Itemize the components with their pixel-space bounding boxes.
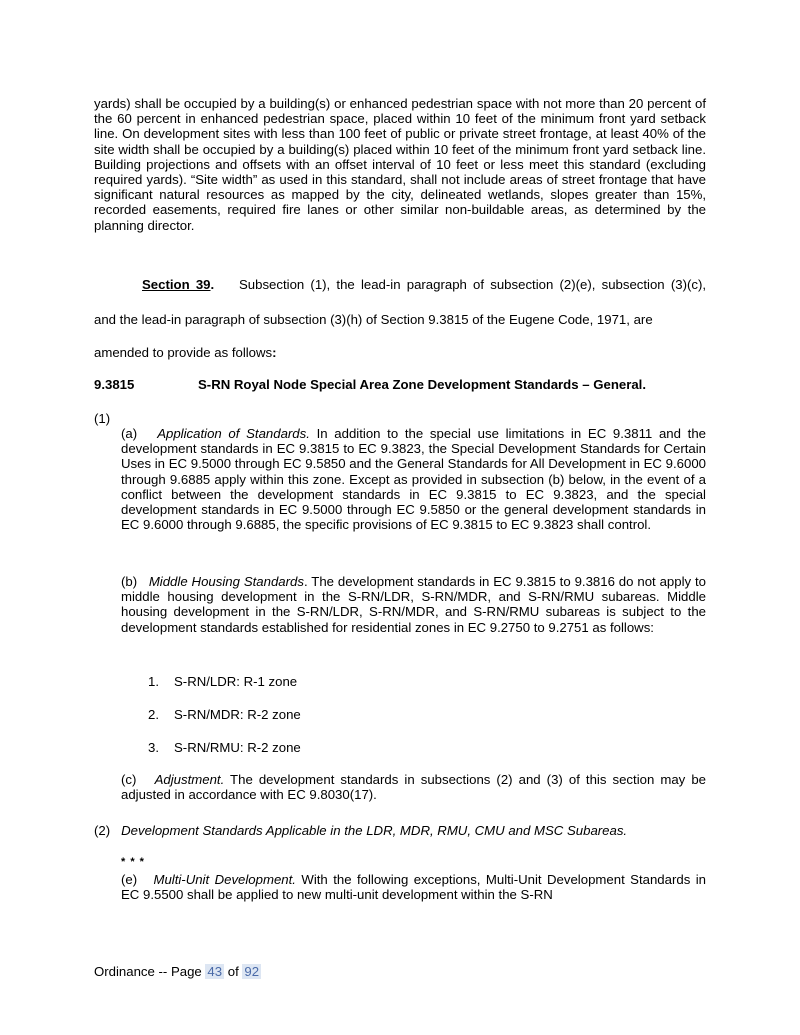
subsection-1c-text: The development standards in subsections (2) and (3) of this section may be adjusted in accordance with EC 9.8030(17). xyxy=(121,772,706,803)
section-lead-line-2 xyxy=(94,312,706,327)
list-item-text: S-RN/RMU: R-2 zone xyxy=(174,740,301,755)
list-item-number: 2. xyxy=(148,707,159,722)
list-item xyxy=(148,707,301,722)
section-lead-colon: : xyxy=(272,345,277,360)
list-item-number: 3. xyxy=(148,740,159,755)
section-lead-line-3 xyxy=(94,345,706,360)
section-lead-text-2: and the lead-in paragraph of subsection (3)(h) of Section 9.3815 of the Eugene Code, 1971, are xyxy=(94,312,653,327)
continuation-paragraph: yards) shall be occupied by a building(s) or enhanced pedestrian space with not more than 20 percent of the 60 percent in enhanced pedestrian space, placed within 10 feet of the minimum front yard setback line. On development sites with less than 100 feet of public or private street frontage, at least 40% of the site width shall be occupied by a building(s) placed within 10 feet of the minimum front yard setback line. Building projections and offsets with an offset interval of 10 feet or less meet this standard (excluding required yards). “Site width” as used in this standard, shall not include areas of street frontage that have significant natural resources as mapped by the city, delineated wetlands, slopes greater than 15%, recorded easements, required fire lanes or other similar non-buildable areas, as determined by the planning director. xyxy=(94,96,706,233)
list-item xyxy=(148,674,297,689)
section-label-period: . xyxy=(210,277,215,292)
section-lead-text-1: Subsection (1), the lead-in paragraph of subsection (2)(e), subsection (3)(c), xyxy=(238,277,707,292)
section-label: Section 39 xyxy=(142,277,211,292)
subsection-2-heading xyxy=(94,823,706,838)
subsection-1c-title: Adjustment. xyxy=(154,772,225,787)
subsection-2-title: Development Standards Applicable in the LDR, MDR, RMU, CMU and MSC Subareas. xyxy=(121,823,628,838)
list-item-text: S-RN/LDR: R-1 zone xyxy=(174,674,298,689)
subsection-1b-label: (b) xyxy=(121,574,138,589)
footer-of: of xyxy=(224,964,243,979)
subsection-1a xyxy=(121,426,706,532)
subsection-1a-label: (a) xyxy=(121,426,138,441)
subsection-2-label: (2) xyxy=(94,823,111,838)
omission-marker: * * * xyxy=(121,856,145,868)
page-footer xyxy=(94,964,261,979)
code-heading-title: S-RN Royal Node Special Area Zone Development Standards – General. xyxy=(198,377,647,392)
section-lead-text-3: amended to provide as follows xyxy=(94,345,273,360)
code-heading-number: 9.3815 xyxy=(94,377,135,392)
subsection-1b-text: . The development standards in EC 9.3815 to 9.3816 do not apply to middle housing development in the S-RN/LDR, S-RN/MDR, and S-RN/RMU subareas. Middle housing development in the S-RN/LDR, S-RN/MDR, and S-RN/RMU subareas is subject to the development standards established for residential zones in EC 9.2750 to 9.2751 as follows: xyxy=(121,574,706,635)
list-item-number: 1. xyxy=(148,674,159,689)
subsection-2e xyxy=(121,872,706,902)
subsection-1a-text: In addition to the special use limitations in EC 9.3811 and the development standards in EC 9.3815 to EC 9.3823, the Special Development Standards for Certain Uses in EC 9.5000 through EC 9.5850 and the General Standards for All Development in EC 9.6000 through 9.6885 apply within this zone. Except as provided in subsection (b) below, in the event of a conflict between the development standards in EC 9.3815 to EC 9.3823, and the special development standards in EC 9.5000 through EC 9.5850 or the general development standards in EC 9.6000 through 9.6885, the specific provisions of EC 9.3815 to EC 9.3823 shall control. xyxy=(121,426,706,533)
subsection-1c-label: (c) xyxy=(121,772,137,787)
list-item-text: S-RN/MDR: R-2 zone xyxy=(174,707,301,722)
subsection-1b-title: Middle Housing Standards xyxy=(148,574,304,589)
section-lead-line-1 xyxy=(94,277,706,292)
subsection-1b xyxy=(121,574,706,635)
subsection-1a-title: Application of Standards. xyxy=(157,426,310,441)
total-page-count: 92 xyxy=(244,964,260,979)
code-heading xyxy=(94,377,706,392)
subsection-2e-title: Multi-Unit Development. xyxy=(153,872,296,887)
footer-prefix: Ordinance -- Page xyxy=(94,964,206,979)
subsection-1c xyxy=(121,772,706,802)
subsection-2e-text: With the following exceptions, Multi-Unit Development Standards in EC 9.5500 shall be applied to new multi-unit development within the S-RN xyxy=(121,872,706,903)
subsection-2e-label: (e) xyxy=(121,872,138,887)
list-item xyxy=(148,740,301,755)
current-page-number: 43 xyxy=(207,964,223,979)
subsection-1-label: (1) xyxy=(94,411,111,426)
